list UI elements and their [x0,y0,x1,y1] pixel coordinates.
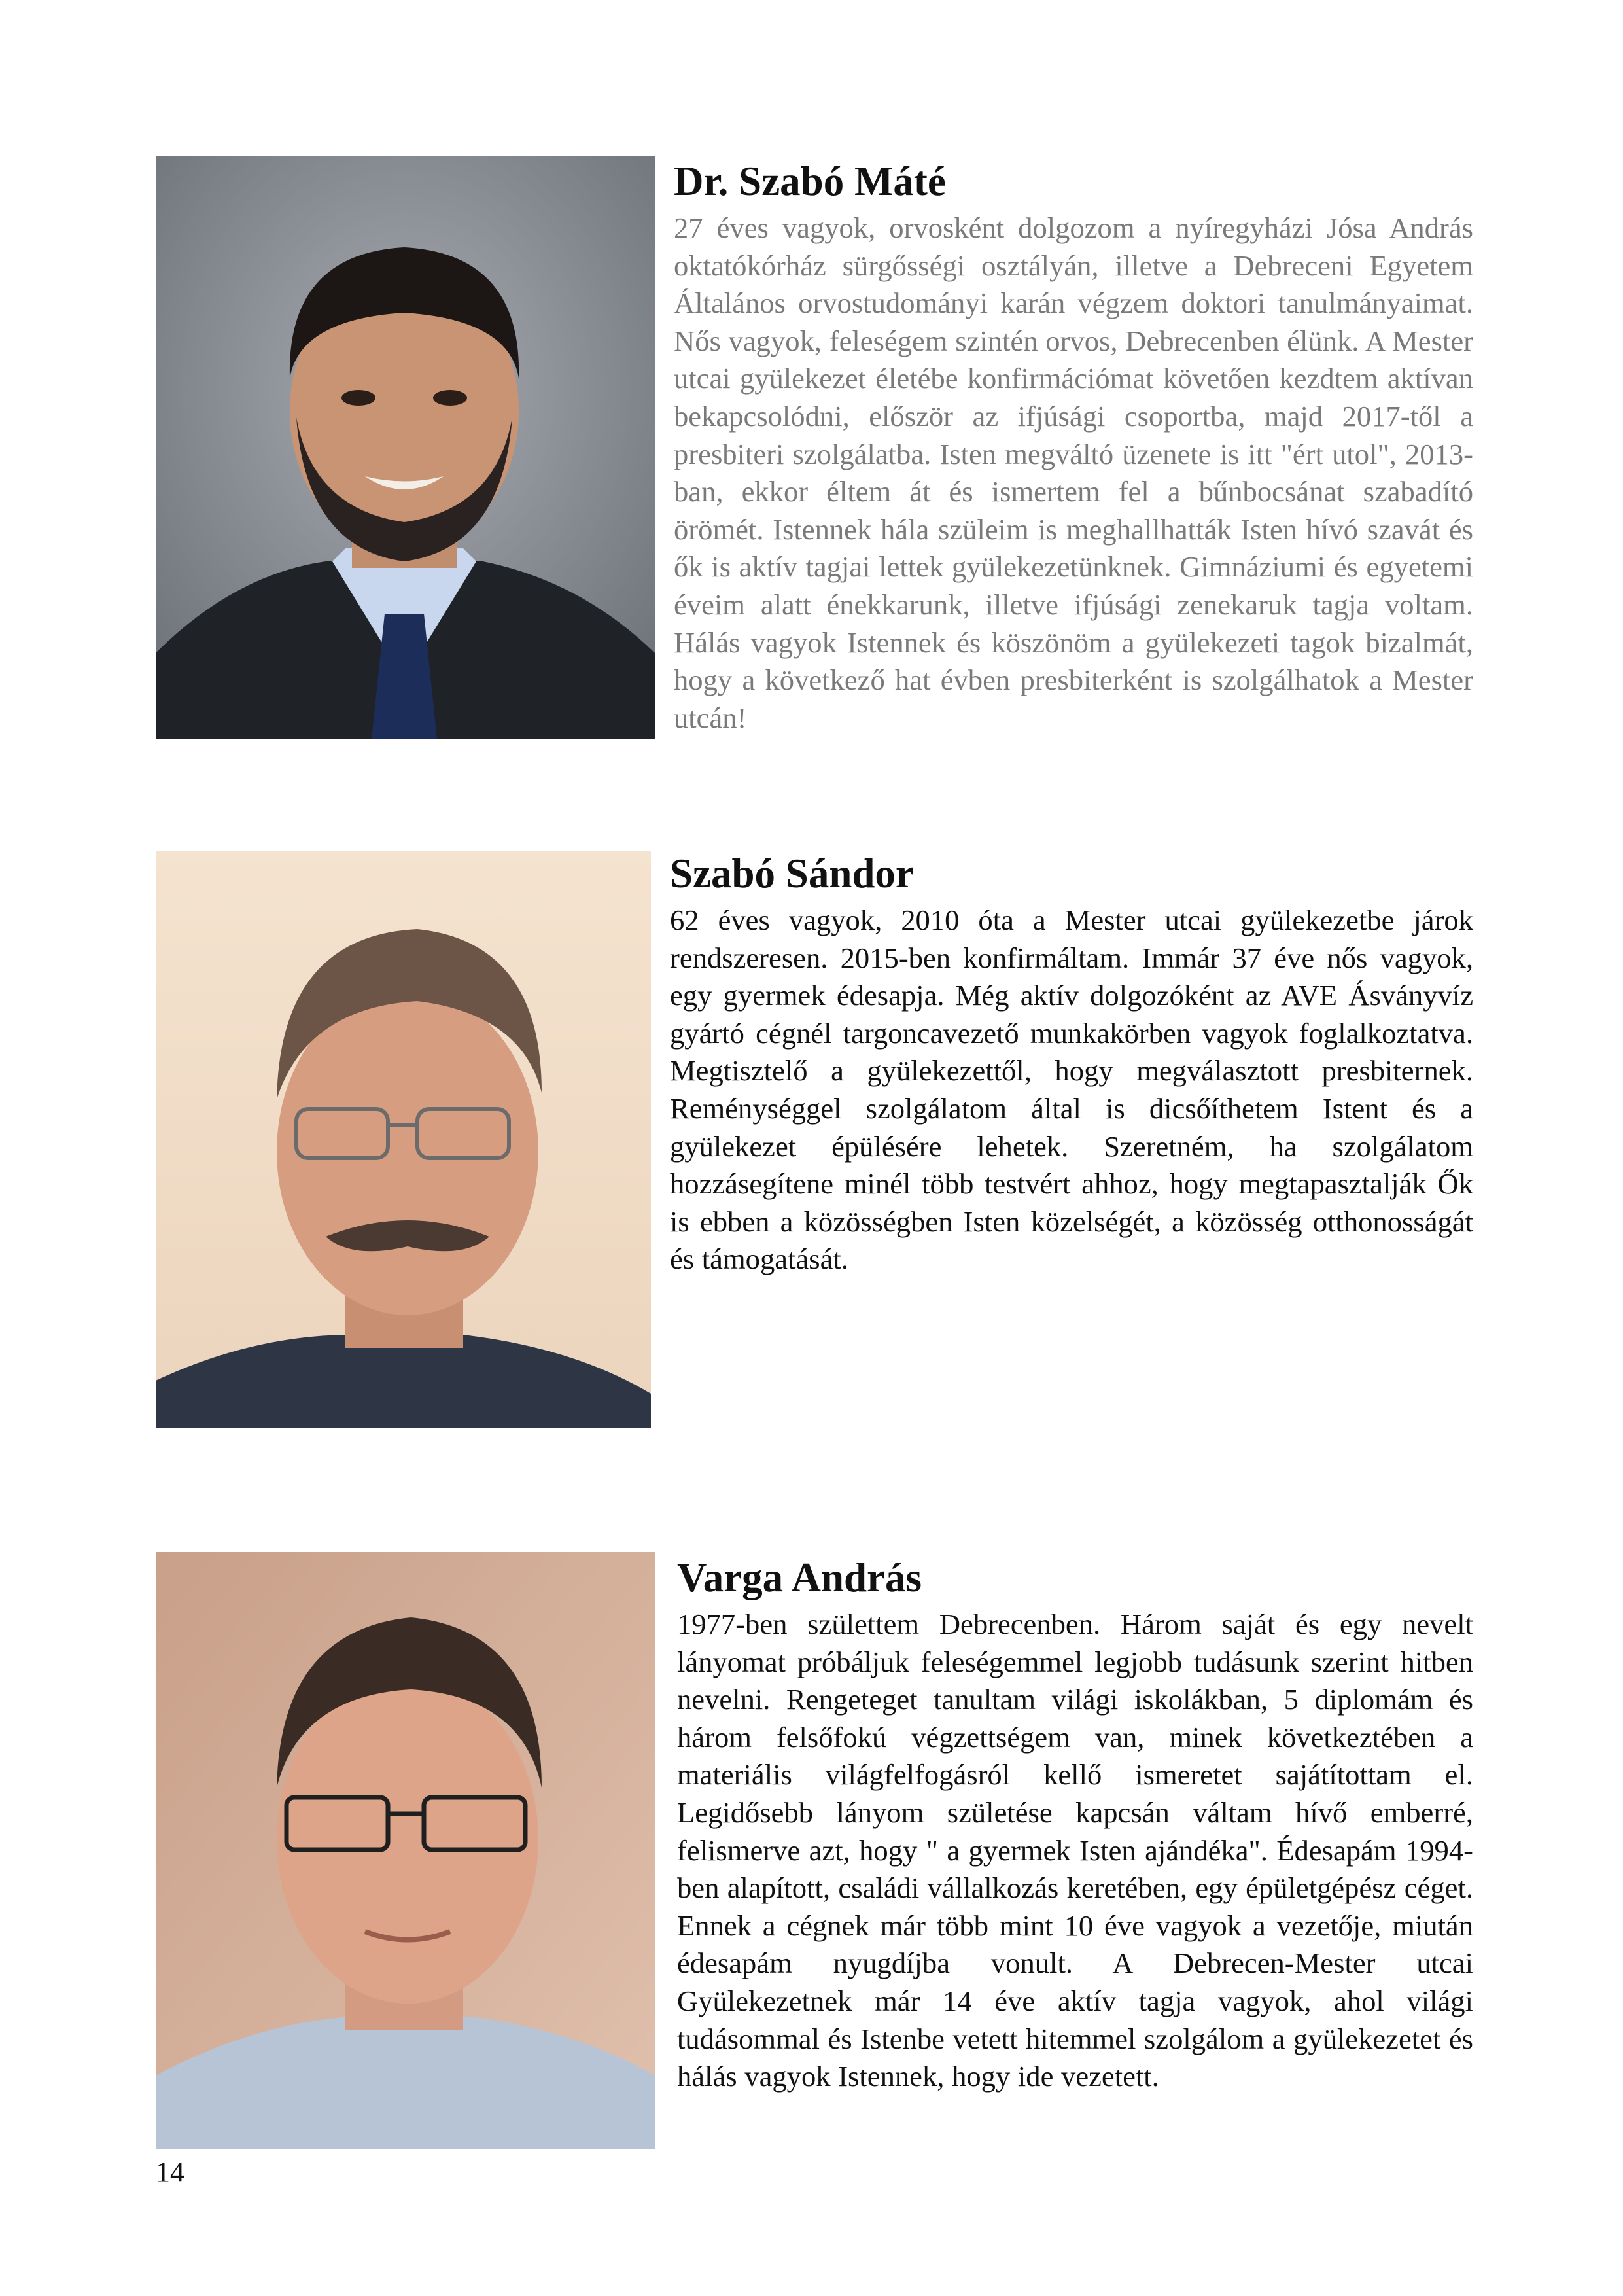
member-name: Dr. Szabó Máté [674,158,946,204]
member-bio-text: 62 éves vagyok, 2010 óta a Mester utcai gyülekezetbe járok rendszeresen. 2015-ben konfirmáltam. Immár 37 éve nős vagyok, egy gyermek édesapja. Még aktív dolgozóként az AVE Ásványvíz gyártó cégnél targoncavezető munkakörben vagyok foglalkoztatva. Megtisztelő a gyülekezettől, hogy megválasztott presbiternek. Reménységgel szolgálatom által is dicsőíthetem Istent és a gyülekezet épülésére lehetek. Szeretném, ha szolgálatom hozzásegítene minél több testvért ahhoz, hogy megtapasztalják Ők is ebben a közösségben Isten közelségét, a közösség otthonosságát és támogatását. [670,904,1473,1276]
portrait-photo-icon [156,851,651,1428]
member-bio-text: 27 éves vagyok, orvosként dolgozom a nyíregyházi Jósa András oktatókórház sürgősségi osztályán, illetve a Debreceni Egyetem Általános orvostudományi karán végzem doktori tanulmányaimat. Nős vagyok, feleségem szintén orvos, Debrecenben élünk. A Mester utcai gyülekezet életébe konfirmációmat követően kezdtem aktívan bekapcsolódni, először az ifjúsági csoportba, majd 2017-től a presbiteri szolgálatba. Isten megváltó üzenete is itt "ért utol", 2013-ban, ekkor éltem át és ismertem fel a bűnbocsánat szabadító örömét. Istennek hála szüleim is meghallhatták Isten hívó szavát és ők is aktív tagjai lettek gyülekezetünknek. Gimnáziumi és egyetemi éveim alatt énekkarunk, illetve ifjúsági zenekaruk tagja voltam. Hálás vagyok Istennek és köszönöm a gyülekezeti tagok bizalmát, hogy a következő hat évben presbiterként is szolgálhatok a Mester utcán! [674,211,1473,734]
member-name: Varga András [677,1555,922,1600]
member-bio-2 [670,848,1473,1279]
portrait-photo-varga-andras [156,1552,655,2149]
page-number: 14 [156,2156,184,2188]
member-bio-3 [677,1552,1473,2096]
portrait-photo-szabo-sandor [156,851,651,1428]
member-bio-1 [674,156,1473,737]
member-name: Szabó Sándor [670,851,914,896]
portrait-photo-szabo-mate [156,156,655,739]
portrait-photo-icon [156,1552,655,2149]
member-bio-text: 1977-ben születtem Debrecenben. Három saját és egy nevelt lányomat próbáljuk feleségemmel legjobb tudásunk szerint hitben nevelni. Rengeteget tanultam világi iskolákban, 5 diplomám és három felsőfokú végzettségem van, minek következtében a materiális világfelfogásról kellő ismeretet sajátítottam el. Legidősebb lányom születése kapcsán váltam hívő emberré, felismerve azt, hogy " a gyermek Isten ajándéka". Édesapám 1994-ben alapított, családi vállalkozás keretében, egy épületgépész céget. Ennek a cégnek már több mint 10 éve vagyok a vezetője, miután édesapám nyugdíjba vonult. A Debrecen-Mester utcai Gyülekezetnek már 14 éve aktív tagja vagyok, ahol világi tudásommal és Istenbe vetett hitemmel szolgálom a gyülekezetet és hálás vagyok Istennek, hogy ide vezetett. [677,1608,1473,2093]
portrait-photo-icon [156,156,655,739]
